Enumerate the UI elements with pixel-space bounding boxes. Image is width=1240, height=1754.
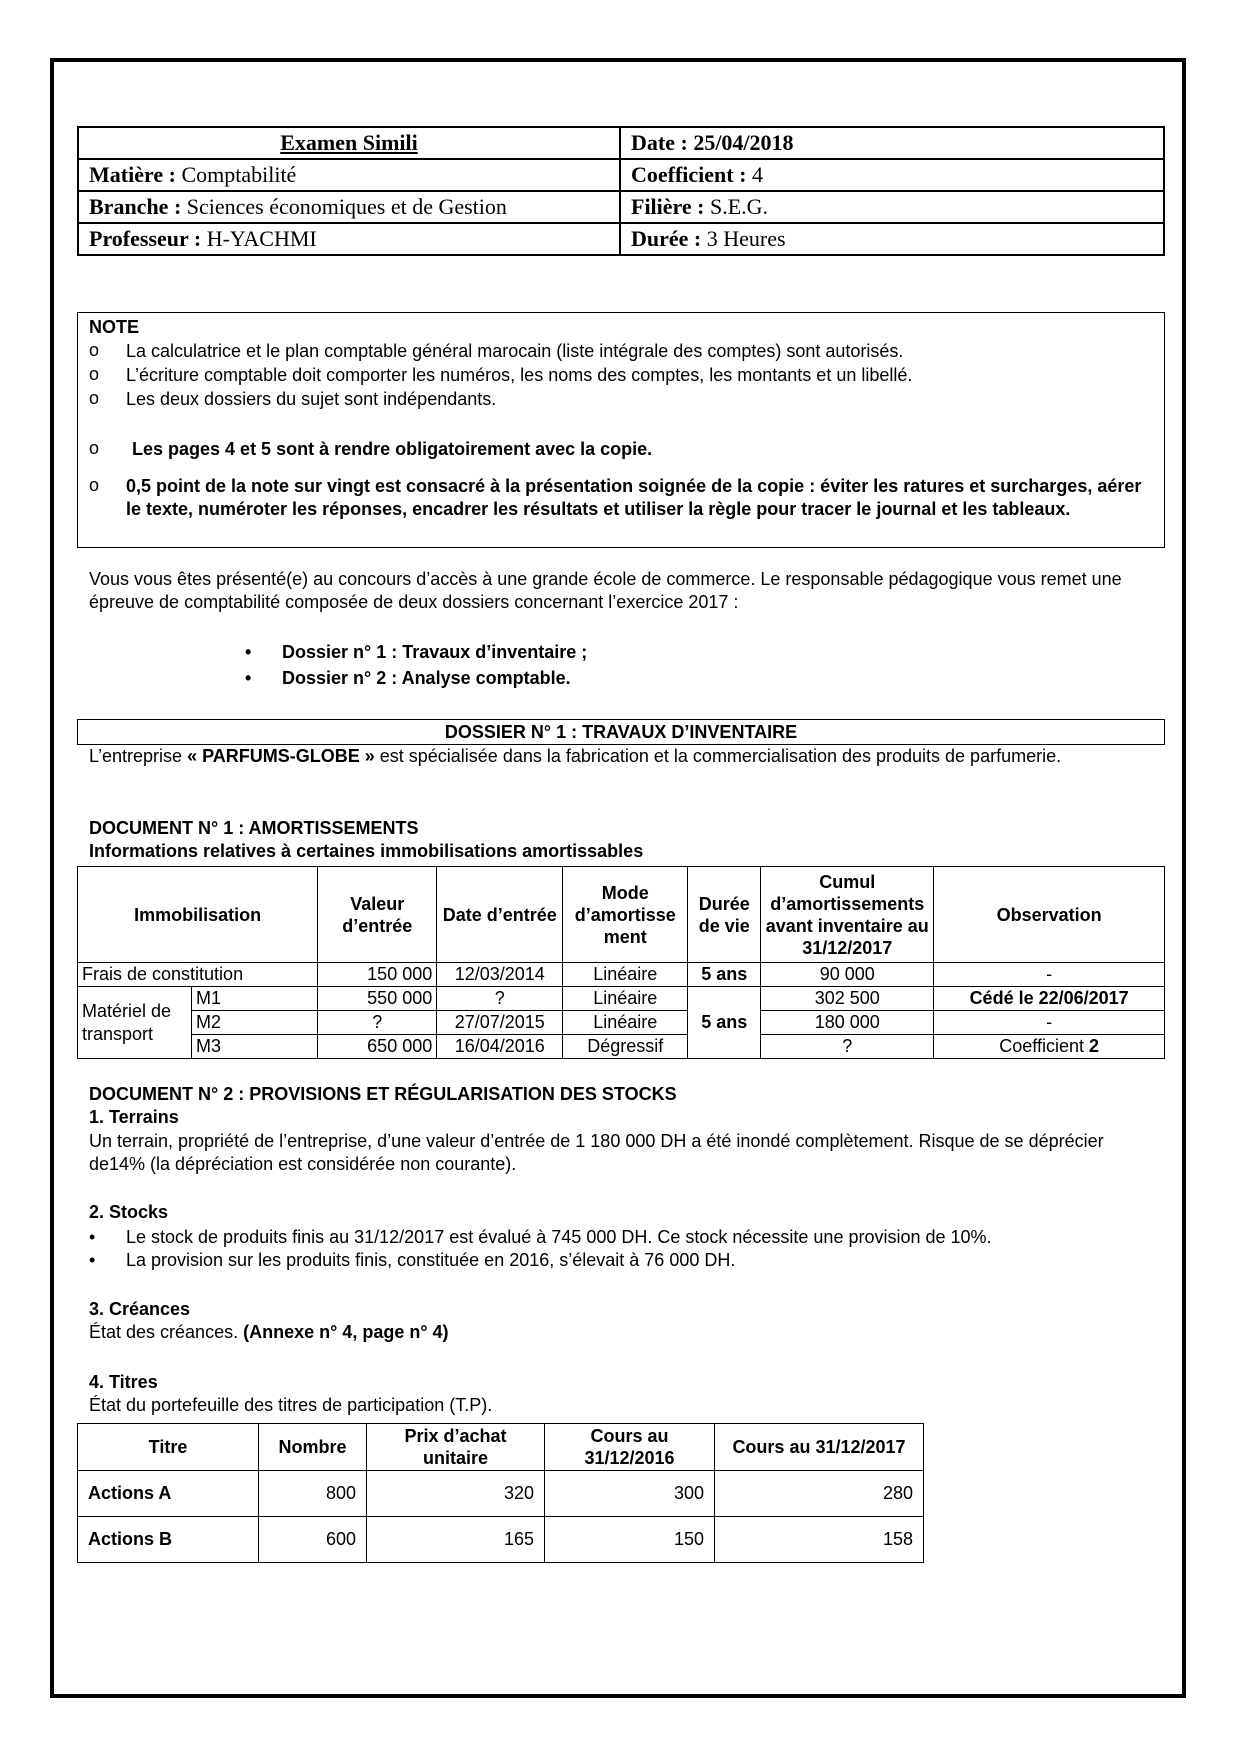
note-item: o L’écriture comptable doit comporter les numéros, les noms des comptes, les montants et un libellé. (89, 364, 913, 385)
col-header: Mode d’amortisse ment (563, 867, 688, 963)
doc1-title: DOCUMENT N° 1 : AMORTISSEMENTS (89, 818, 419, 838)
exam-branch: Branche : Sciences économiques et de Gestion (78, 191, 620, 223)
dossier1-intro: L’entreprise « PARFUMS-GLOBE » est spécialisée dans la fabrication et la commercialisation des produits de parfumerie. (89, 746, 1062, 766)
section-title-terrains: 1. Terrains (89, 1107, 179, 1127)
table-row: Actions A 800 320 300 280 (78, 1471, 924, 1517)
col-header: Prix d’achat unitaire (367, 1424, 545, 1471)
col-header: Cours au 31/12/2017 (715, 1424, 924, 1471)
list-item: • La provision sur les produits finis, constituée en 2016, s’élevait à 76 000 DH. (89, 1250, 736, 1270)
dossier-list-item: • Dossier n° 1 : Travaux d’inventaire ; (245, 642, 588, 662)
table-row: M2 ? 27/07/2015 Linéaire 180 000 - (78, 1011, 1165, 1035)
dossier-list-item: • Dossier n° 2 : Analyse comptable. (245, 668, 571, 688)
amortization-table (77, 866, 1165, 1059)
section-text-titres: État du portefeuille des titres de participation (T.P). (89, 1395, 493, 1415)
note-title: NOTE (89, 317, 140, 337)
exam-subject: Matière : Comptabilité (78, 159, 620, 191)
exam-duration: Durée : 3 Heures (620, 223, 1164, 255)
note-item: o 0,5 point de la note sur vingt est consacré à la présentation soignée de la copie : éviter les ratures et surcharges, aérer le texte, numéroter les réponses, encadrer les résultats et utiliser la règle pour tracer le journal et les tableaux. (89, 475, 1142, 519)
exam-date: Date : 25/04/2018 (620, 127, 1164, 159)
col-header: Date d’entrée (437, 867, 563, 963)
table-row: Actions B 600 165 150 158 (78, 1517, 924, 1563)
group-label: Matériel de transport (78, 987, 192, 1059)
doc1-subtitle: Informations relatives à certaines immobilisations amortissables (89, 841, 644, 861)
col-header: Valeur d’entrée (318, 867, 437, 963)
doc2-title: DOCUMENT N° 2 : PROVISIONS ET RÉGULARISATION DES STOCKS (89, 1084, 677, 1104)
col-header: Nombre (259, 1424, 367, 1471)
stocks-list (89, 1226, 1149, 1272)
note-item: o La calculatrice et le plan comptable général marocain (liste intégrale des comptes) sont autorisés. (89, 340, 904, 361)
table-row: Frais de constitution 150 000 12/03/2014 Linéaire 5 ans 90 000 - (78, 963, 1165, 987)
intro-paragraph: Vous vous êtes présenté(e) au concours d’accès à une grande école de commerce. Le responsable pédagogique vous remet une épreuve de comptabilité composée de deux dossiers concernant l’exercice 2017 : (89, 569, 1122, 612)
col-header: Cumul d’amortissements avant inventaire au 31/12/2017 (761, 867, 934, 963)
section-title-creances: 3. Créances (89, 1299, 191, 1319)
note-item: o Les deux dossiers du sujet sont indépendants. (89, 388, 497, 409)
exam-professor: Professeur : H-YACHMI (78, 223, 620, 255)
table-row: M3 650 000 16/04/2016 Dégressif ? Coefficient 2 (78, 1035, 1165, 1059)
dossier-list (245, 642, 587, 694)
col-header: Cours au 31/12/2016 (545, 1424, 715, 1471)
exam-filiere: Filière : S.E.G. (620, 191, 1164, 223)
note-box (77, 312, 1165, 548)
section-text-creances: État des créances. (Annexe n° 4, page n° 4) (89, 1322, 449, 1342)
note-item: o Les pages 4 et 5 sont à rendre obligatoirement avec la copie. (89, 438, 653, 459)
col-header: Observation (934, 867, 1165, 963)
exam-coefficient: Coefficient : 4 (620, 159, 1164, 191)
section-text-terrains: Un terrain, propriété de l’entreprise, d’une valeur d’entrée de 1 180 000 DH a été inondé complètement. Risque de se déprécier de14% (la dépréciation est considérée non courante). (89, 1131, 1104, 1174)
section-title-titres: 4. Titres (89, 1372, 158, 1392)
list-item: • Le stock de produits finis au 31/12/2017 est évalué à 745 000 DH. Ce stock nécessite une provision de 10%. (89, 1227, 992, 1247)
col-header: Durée de vie (688, 867, 761, 963)
col-header: Immobilisation (78, 867, 318, 963)
exam-title: Examen Simili (78, 127, 620, 159)
group-duree: 5 ans (688, 987, 761, 1059)
section-title-stocks: 2. Stocks (89, 1202, 169, 1222)
col-header: Titre (78, 1424, 259, 1471)
securities-table (77, 1423, 924, 1563)
table-row: Matériel de transport M1 550 000 ? Linéaire 5 ans 302 500 Cédé le 22/06/2017 (78, 987, 1165, 1011)
dossier1-title: DOSSIER N° 1 : TRAVAUX D’INVENTAIRE (77, 719, 1165, 745)
exam-header-table (77, 126, 1165, 256)
